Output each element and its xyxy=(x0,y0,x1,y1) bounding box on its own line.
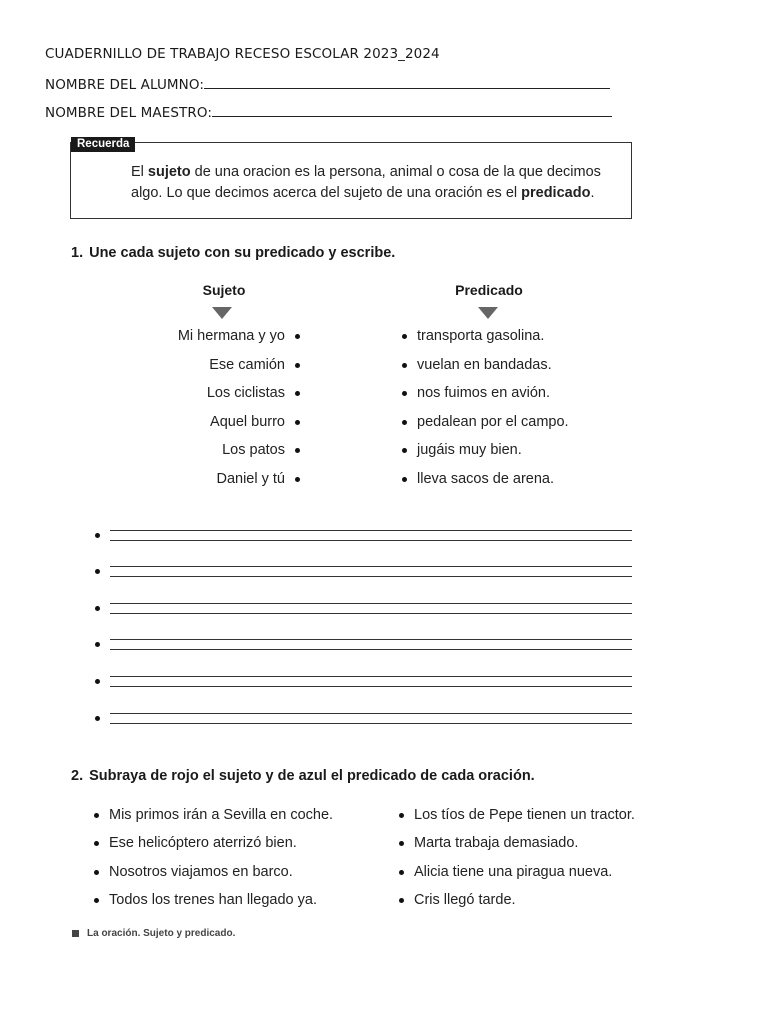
writing-line xyxy=(110,566,632,567)
sentence-text: Nosotros viajamos en barco. xyxy=(109,864,293,880)
sentence-text: Alicia tiene una piragua nueva. xyxy=(414,864,613,880)
sentence-text: Marta trabaja demasiado. xyxy=(414,835,579,851)
bullet-icon xyxy=(95,716,100,721)
writing-line xyxy=(110,530,632,531)
predicate-label: jugáis muy bien. xyxy=(417,442,522,458)
bullet-icon xyxy=(402,420,407,425)
bullet-icon xyxy=(95,533,100,538)
bullet-icon xyxy=(402,477,407,482)
sentence-text: Cris llegó tarde. xyxy=(414,892,516,908)
exercise-1-title xyxy=(71,245,395,261)
sentence-text: Los tíos de Pepe tienen un tractor. xyxy=(414,807,635,823)
predicate-label: nos fuimos en avión. xyxy=(417,385,550,401)
subject-item[interactable] xyxy=(207,385,300,401)
predicate-item[interactable] xyxy=(402,385,550,401)
subject-label: Los patos xyxy=(222,442,285,458)
bullet-icon xyxy=(94,898,99,903)
writing-line xyxy=(110,713,632,714)
bullet-icon xyxy=(402,334,407,339)
sentence-item[interactable] xyxy=(399,835,578,851)
bullet-icon xyxy=(295,391,300,396)
subject-item[interactable] xyxy=(209,357,300,373)
bullet-icon xyxy=(295,334,300,339)
answer-line[interactable] xyxy=(95,530,635,544)
recuerda-text-1: El xyxy=(131,164,148,180)
bullet-icon xyxy=(295,420,300,425)
predicate-label: vuelan en bandadas. xyxy=(417,357,552,373)
recuerda-text-3: . xyxy=(590,185,595,201)
bullet-icon xyxy=(95,679,100,684)
footer-text: La oración. Sujeto y predicado. xyxy=(87,928,236,939)
sentence-item[interactable] xyxy=(399,892,516,908)
bullet-icon xyxy=(295,363,300,368)
exercise-1-number: 1. xyxy=(71,245,84,261)
predicate-label: pedalean por el campo. xyxy=(417,414,569,430)
answer-line[interactable] xyxy=(95,603,635,617)
exercise-2-text: Subraya de rojo el sujeto y de azul el predicado de cada oración. xyxy=(89,768,535,784)
bullet-icon xyxy=(94,841,99,846)
bullet-icon xyxy=(295,477,300,482)
subject-label: Ese camión xyxy=(209,357,285,373)
writing-line xyxy=(110,576,632,577)
bullet-icon xyxy=(95,606,100,611)
writing-line xyxy=(110,639,632,640)
answer-line[interactable] xyxy=(95,639,635,653)
bullet-icon xyxy=(95,569,100,574)
bullet-icon xyxy=(399,898,404,903)
student-name-row xyxy=(45,74,610,93)
bullet-icon xyxy=(399,870,404,875)
exercise-2-title xyxy=(71,768,535,784)
sentence-item[interactable] xyxy=(399,864,612,880)
subject-label: Aquel burro xyxy=(210,414,285,430)
bullet-icon xyxy=(402,363,407,368)
subject-item[interactable] xyxy=(178,328,300,344)
subject-arrow-icon xyxy=(212,307,232,319)
student-name-line[interactable] xyxy=(204,74,610,89)
writing-line xyxy=(110,676,632,677)
recuerda-text xyxy=(131,162,621,204)
answer-line[interactable] xyxy=(95,676,635,690)
recuerda-tag: Recuerda xyxy=(71,137,135,152)
recuerda-bold-predicado: predicado xyxy=(521,185,591,201)
sentence-item[interactable] xyxy=(94,835,297,851)
subject-label: Daniel y tú xyxy=(216,471,285,487)
bullet-icon xyxy=(399,841,404,846)
subject-label: Los ciclistas xyxy=(206,385,285,401)
sentence-item[interactable] xyxy=(94,807,333,823)
bullet-icon xyxy=(399,813,404,818)
predicate-item[interactable] xyxy=(402,471,554,487)
predicate-label: transporta gasolina. xyxy=(417,328,545,344)
writing-line xyxy=(110,540,632,541)
predicate-item[interactable] xyxy=(402,328,544,344)
writing-line xyxy=(110,723,632,724)
footer-caption xyxy=(72,928,235,939)
writing-line xyxy=(110,649,632,650)
bullet-icon xyxy=(94,813,99,818)
bullet-icon xyxy=(95,642,100,647)
answer-line[interactable] xyxy=(95,566,635,580)
writing-line xyxy=(110,603,632,604)
bullet-icon xyxy=(402,448,407,453)
predicate-label: lleva sacos de arena. xyxy=(417,471,555,487)
answer-line[interactable] xyxy=(95,713,635,727)
predicate-header: Predicado xyxy=(455,282,523,298)
sentence-text: Todos los trenes han llegado ya. xyxy=(109,892,317,908)
predicate-item[interactable] xyxy=(402,414,569,430)
teacher-name-label: NOMBRE DEL MAESTRO: xyxy=(45,105,213,121)
sentence-item[interactable] xyxy=(94,892,317,908)
subject-item[interactable] xyxy=(222,442,300,458)
subject-item[interactable] xyxy=(216,471,300,487)
recuerda-bold-sujeto: sujeto xyxy=(147,164,191,180)
sentence-text: Mis primos irán a Sevilla en coche. xyxy=(109,807,334,823)
exercise-2-number: 2. xyxy=(71,768,84,784)
bullet-icon xyxy=(402,391,407,396)
document-title: CUADERNILLO DE TRABAJO RECESO ESCOLAR 2023_2024 xyxy=(45,46,440,62)
recuerda-text-2: de una oracion es la persona, animal o cosa de la que decimos algo. Lo que decimos acerca del sujeto de una oración es el xyxy=(131,164,601,201)
teacher-name-line[interactable] xyxy=(212,102,612,117)
subject-label: Mi hermana y yo xyxy=(177,328,285,344)
student-name-label: NOMBRE DEL ALUMNO: xyxy=(45,77,205,93)
predicate-item[interactable] xyxy=(402,442,522,458)
subject-header: Sujeto xyxy=(202,282,246,298)
predicate-arrow-icon xyxy=(478,307,498,319)
predicate-item[interactable] xyxy=(402,357,552,373)
sentence-item[interactable] xyxy=(94,864,293,880)
subject-item[interactable] xyxy=(210,414,300,430)
writing-line xyxy=(110,686,632,687)
bullet-icon xyxy=(94,870,99,875)
bullet-icon xyxy=(295,448,300,453)
sentence-item[interactable] xyxy=(399,807,635,823)
writing-line xyxy=(110,613,632,614)
exercise-1-text: Une cada sujeto con su predicado y escribe. xyxy=(89,245,396,261)
square-bullet-icon xyxy=(72,930,79,937)
sentence-text: Ese helicóptero aterrizó bien. xyxy=(109,835,297,851)
teacher-name-row xyxy=(45,102,612,121)
